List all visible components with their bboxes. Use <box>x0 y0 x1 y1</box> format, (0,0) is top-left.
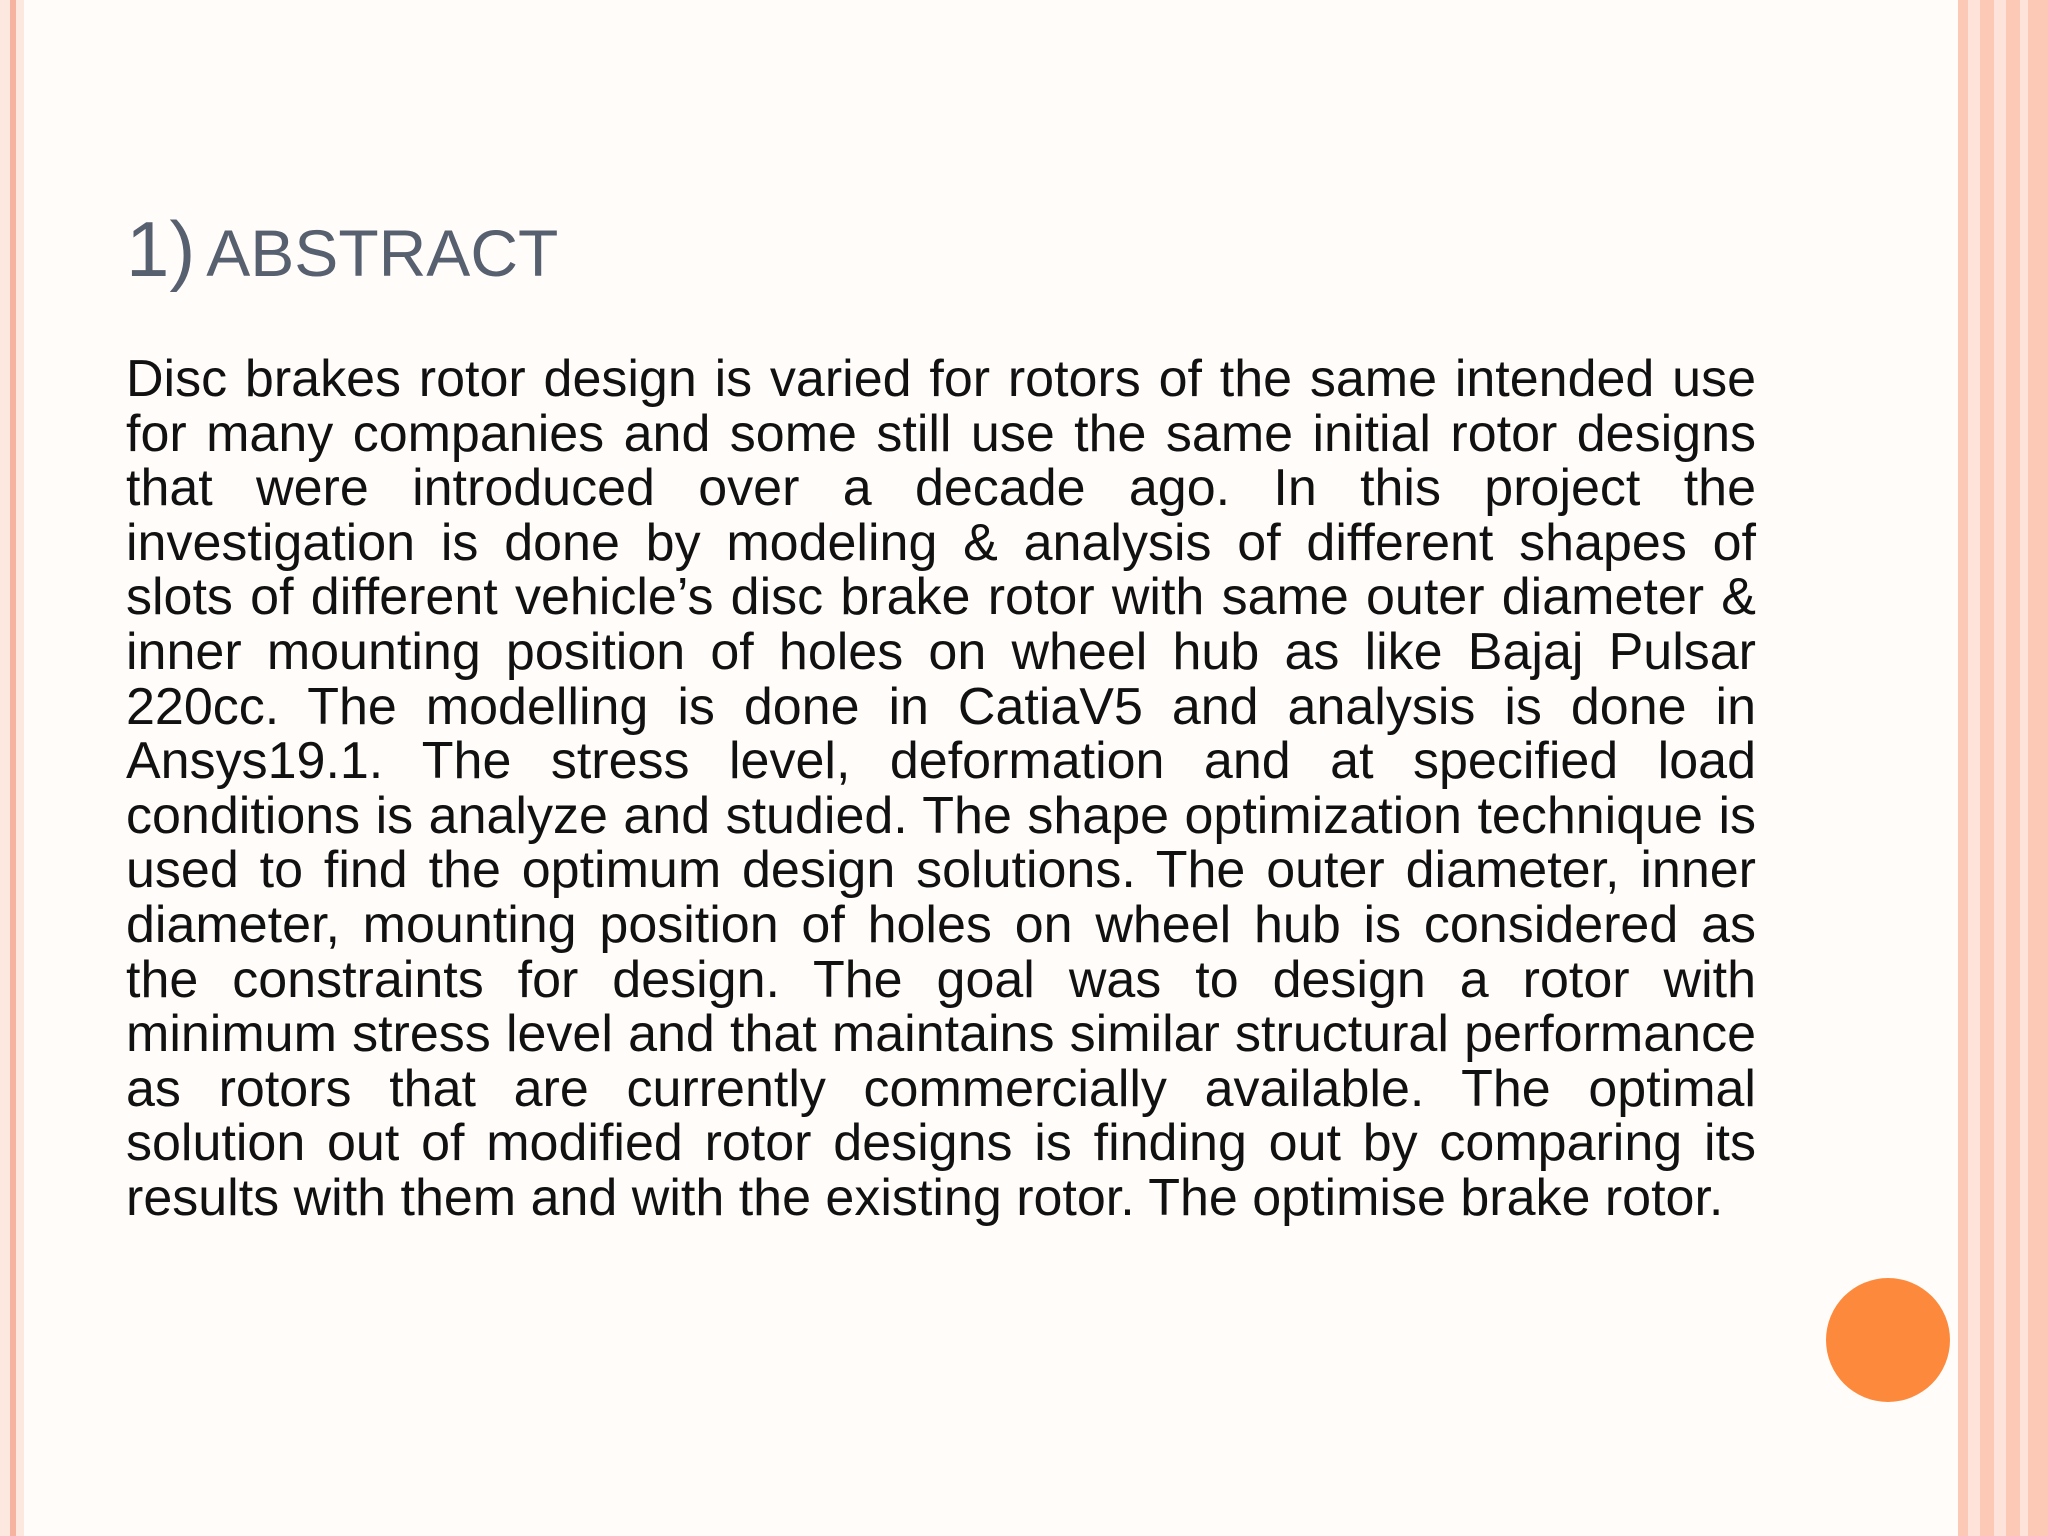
accent-circle-decoration <box>1826 1278 1950 1402</box>
right-border-stripe <box>1980 0 1994 1536</box>
right-border-decoration <box>1958 0 2048 1536</box>
title-text: ABSTRACT <box>206 216 559 290</box>
right-border-stripe <box>1958 0 1968 1536</box>
left-border-stripe <box>10 0 16 1536</box>
slide-title <box>126 205 559 293</box>
abstract-paragraph: Disc brakes rotor design is varied for rotors of the same intended use for many companies and some still use the same initial rotor designs that were introduced over a decade ago. In this project the investigation is done by modeling & analysis of different shapes of slots of different vehicle’s disc brake rotor with same outer diameter & inner mounting position of holes on wheel hub as like Bajaj Pulsar 220cc. The modelling is done in CatiaV5 and analysis is done in Ansys19.1. The stress level, deformation and at specified load conditions is analyze and studied. The shape optimization technique is used to find the optimum design solutions. The outer diameter, inner diameter, mounting position of holes on wheel hub is considered as the constraints for design. The goal was to design a rotor with minimum stress level and that maintains similar structural performance as rotors that are currently commercially available. The optimal solution out of modified rotor designs is finding out by comparing its results with them and with the existing rotor. The optimise brake rotor. <box>126 350 1756 1227</box>
left-border-decoration <box>0 0 24 1536</box>
title-number: 1) <box>126 205 196 293</box>
right-border-gap <box>2020 0 2028 1536</box>
